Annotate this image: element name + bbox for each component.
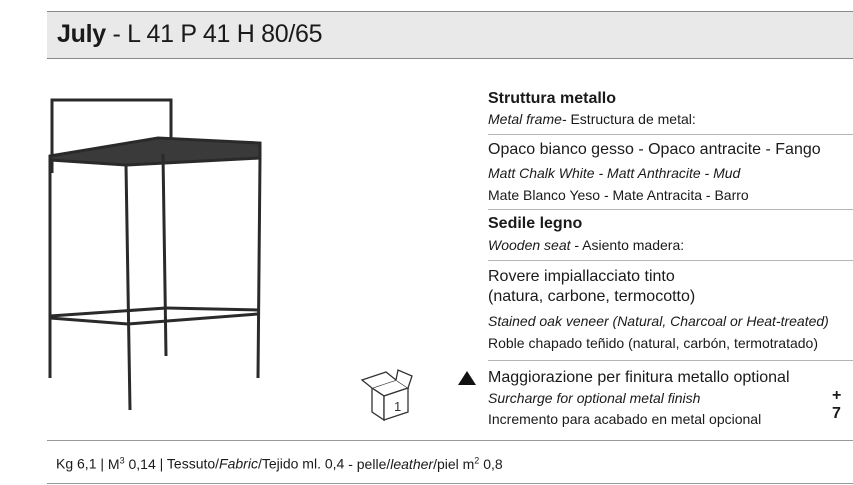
package-count: 1 [394, 399, 402, 414]
product-name: July [57, 20, 106, 48]
product-title [57, 20, 322, 49]
title-bar [47, 11, 853, 59]
fabric: Tessuto/Fabric/Tejido ml. 0,4 [166, 455, 345, 472]
product-dimensions: - L 41 P 41 H 80/65 [112, 20, 323, 48]
footrest-back [50, 308, 166, 316]
surcharge-triangle-icon [458, 371, 476, 385]
leg-back-right [258, 158, 260, 378]
frame-subtitle: Metal frame- Estructura de metal: [488, 111, 696, 127]
frame-finish-en: Matt Chalk White - Matt Anthracite - Mud [488, 165, 741, 181]
surcharge-en: Surcharge for optional metal finish [488, 390, 701, 406]
divider [488, 209, 853, 210]
seat-finish-es: Roble chapado teñido (natural, carbón, termotratado) [488, 335, 818, 351]
surcharge-es: Incremento para acabado en metal opcional [488, 411, 762, 427]
seat-finish-it-2: (natura, carbone, termocotto) [488, 288, 696, 305]
footrest-right [166, 308, 258, 310]
leg-front-right [126, 165, 130, 410]
frame-heading: Struttura metallo [488, 90, 617, 107]
frame-finish-it: Opaco bianco gesso - Opaco antracite - Fango [488, 141, 821, 158]
leg-back-middle [163, 154, 166, 356]
footer-divider [47, 440, 853, 441]
seat-top [50, 138, 260, 165]
seat-finish-en: Stained oak veneer (Natural, Charcoal or Heat-treated) [488, 313, 829, 329]
box-icon [360, 366, 416, 426]
weight: Kg 6,1 [56, 455, 97, 472]
divider [488, 360, 853, 361]
volume: $M^3$ 0,14 [107, 455, 156, 472]
surcharge-it: Maggiorazione per finitura metallo optional [488, 369, 790, 386]
seat-finish-it-1: Rovere impiallacciato tinto [488, 268, 675, 285]
stool-illustration [38, 88, 278, 418]
seat-subtitle: Wooden seat - Asiento madera: [488, 237, 685, 253]
divider [488, 134, 853, 135]
footer-divider-bottom [47, 483, 853, 484]
seat-heading: Sedile legno [488, 215, 583, 232]
surcharge-value: + 7 [832, 387, 842, 422]
frame-finish-es: Mate Blanco Yeso - Mate Antracita - Barro [488, 187, 749, 203]
footrest-front [50, 318, 128, 324]
footer-specs: Kg 6,1 | $M^3$ 0,14 | Tessuto/Fabric/Tejido ml. 0,4 - pelle/leather/piel $m^2$ 0,8 [56, 455, 503, 472]
footrest-side [128, 314, 258, 324]
leather: - pelle/leather/piel $m^2$ 0,8 [344, 455, 503, 472]
divider [488, 260, 853, 261]
